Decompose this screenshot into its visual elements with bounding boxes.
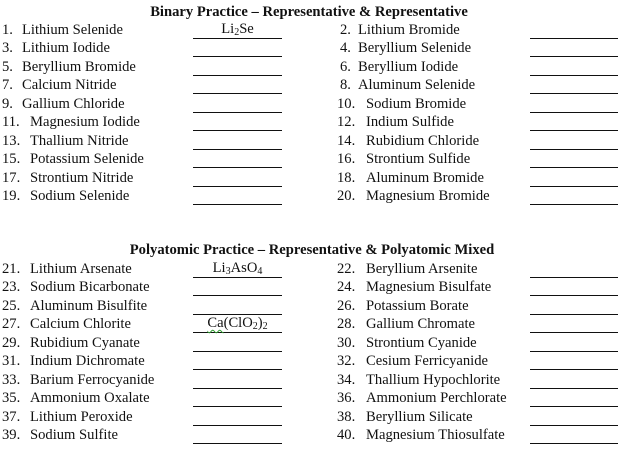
question-row [0,315,624,333]
answer-blank[interactable] [530,297,618,315]
question-number: 27. [2,316,21,332]
compound-name: Magnesium Thiosulfate [366,427,505,443]
compound-name: Magnesium Bisulfate [366,279,492,295]
question-row [0,371,624,389]
compound-name: Aluminum Bromide [366,170,484,186]
compound-name: Lithium Selenide [22,22,123,38]
question-row [0,352,624,370]
question-row [0,260,624,278]
answer-formula: $Ca(ClO_2)_2$ [207,315,268,332]
question-number: 21. [2,261,21,277]
section-title-text: Polyatomic Practice – Representative & Polyatomic Mixed [129,242,495,258]
question-number: 22. [337,261,356,277]
question-row [0,21,624,39]
question-number: 15. [2,151,21,167]
question-number: 4. [340,40,351,56]
question-number: 5. [2,59,13,75]
compound-name: Indium Sulfide [366,114,454,130]
question-number: 34. [337,372,356,388]
question-number: 33. [2,372,21,388]
answer-blank[interactable] [530,150,618,168]
answer-blank[interactable] [530,113,618,131]
spellcheck-underline: Ca [207,315,224,331]
question-number: 29. [2,335,21,351]
compound-name: Barium Ferrocyanide [30,372,155,388]
question-number: 18. [337,170,356,186]
compound-name: Aluminum Selenide [358,77,476,93]
compound-name: Cesium Ferricyanide [366,353,488,369]
compound-name: Magnesium Bromide [366,188,490,204]
question-number: 11. [2,114,20,130]
question-row [0,334,624,352]
compound-name: Magnesium Iodide [30,114,140,130]
question-number: 6. [340,59,351,75]
question-number: 19. [2,188,21,204]
compound-name: Rubidium Chloride [366,133,480,149]
compound-name: Thallium Nitride [30,133,129,149]
question-number: 2. [340,22,351,38]
question-row [0,113,624,131]
question-number: 30. [337,335,356,351]
compound-name: Calcium Nitride [22,77,117,93]
compound-name: Strontium Cyanide [366,335,477,351]
compound-name: Sodium Sulfite [30,427,118,443]
compound-name: Lithium Bromide [358,22,460,38]
question-row [0,150,624,168]
answer-blank[interactable] [530,389,618,407]
compound-name: Potassium Borate [366,298,469,314]
question-number: 10. [337,96,356,112]
question-number: 26. [337,298,356,314]
answer-formula: $Li_3AsO_4$ [212,260,263,277]
compound-name: Calcium Chlorite [30,316,131,332]
answer-blank[interactable] [530,315,618,333]
compound-name: Gallium Chromate [366,316,476,332]
question-number: 23. [2,279,21,295]
question-row [0,39,624,57]
question-number: 7. [2,77,13,93]
question-row [0,169,624,187]
compound-name: Beryllium Silicate [366,409,473,425]
compound-name: Strontium Sulfide [366,151,471,167]
question-row [0,297,624,315]
question-number: 9. [2,96,13,112]
compound-name: Strontium Nitride [30,170,134,186]
compound-name: Potassium Selenide [30,151,144,167]
answer-blank[interactable] [530,352,618,370]
compound-name: Indium Dichromate [30,353,145,369]
compound-name: Beryllium Selenide [358,40,472,56]
answer-blank[interactable] [530,39,618,57]
compound-name: Lithium Iodide [22,40,110,56]
answer-blank[interactable] [530,187,618,205]
answer-blank[interactable] [530,58,618,76]
question-number: 24. [337,279,356,295]
question-row [0,58,624,76]
question-number: 12. [337,114,356,130]
answer-blank[interactable] [530,169,618,187]
question-row [0,408,624,426]
compound-name: Ammonium Perchlorate [366,390,507,406]
compound-name: Rubidium Cyanate [30,335,140,351]
compound-name: Sodium Selenide [30,188,130,204]
compound-name: Thallium Hypochlorite [366,372,501,388]
section-title-binary [0,4,624,20]
compound-name: Gallium Chloride [22,96,125,112]
question-number: 1. [2,22,13,38]
question-row [0,278,624,296]
question-number: 28. [337,316,356,332]
compound-name: Beryllium Bromide [22,59,136,75]
answer-blank[interactable] [530,426,618,444]
question-row [0,132,624,150]
answer-blank[interactable] [530,132,618,150]
compound-name: Sodium Bromide [366,96,467,112]
question-number: 16. [337,151,356,167]
question-row [0,389,624,407]
answer-blank[interactable] [530,76,618,94]
section-title-polyatomic [0,242,624,258]
question-number: 17. [2,170,21,186]
answer-blank[interactable] [530,334,618,352]
answer-blank[interactable] [530,95,618,113]
question-number: 39. [2,427,21,443]
question-row [0,76,624,94]
answer-formula: $Li_2Se$ [221,21,254,38]
question-number: 13. [2,133,21,149]
compound-name: Ammonium Oxalate [30,390,150,406]
compound-name: Lithium Peroxide [30,409,133,425]
compound-name: Beryllium Arsenite [366,261,478,277]
answer-blank[interactable] [530,260,618,278]
section-title-text: Binary Practice – Representative & Representative [150,4,468,20]
question-number: 38. [337,409,356,425]
compound-name: Beryllium Iodide [358,59,459,75]
question-number: 36. [337,390,356,406]
answer-blank[interactable] [530,278,618,296]
question-number: 25. [2,298,21,314]
question-number: 40. [337,427,356,443]
question-row [0,426,624,444]
question-number: 3. [2,40,13,56]
question-row [0,95,624,113]
question-number: 8. [340,77,351,93]
question-number: 14. [337,133,356,149]
answer-blank[interactable] [530,371,618,389]
compound-name: Sodium Bicarbonate [30,279,150,295]
compound-name: Aluminum Bisulfite [30,298,148,314]
compound-name: Lithium Arsenate [30,261,132,277]
answer-blank[interactable] [530,408,618,426]
answer-blank[interactable] [530,21,618,39]
question-number: 37. [2,409,21,425]
question-number: 35. [2,390,21,406]
question-row [0,187,624,205]
question-number: 32. [337,353,356,369]
question-number: 20. [337,188,356,204]
question-number: 31. [2,353,21,369]
